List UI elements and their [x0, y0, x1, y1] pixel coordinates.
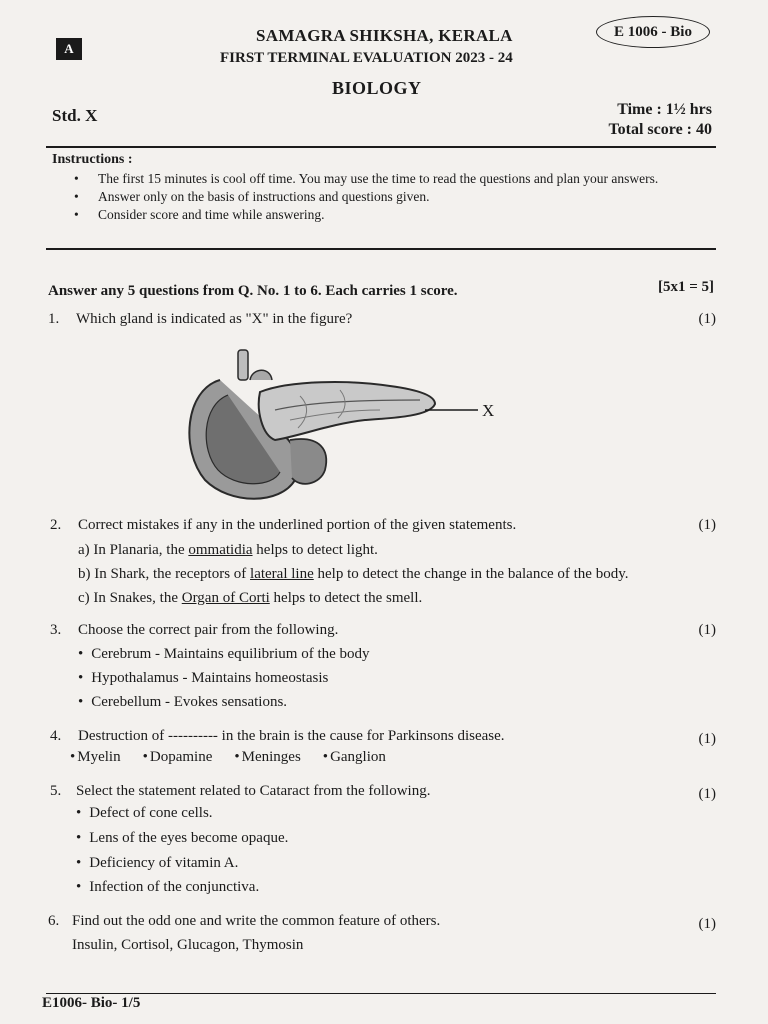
- option-item: • Cerebellum - Evokes sensations.: [78, 694, 287, 711]
- option-item: • Cerebrum - Maintains equilibrium of the body: [78, 646, 370, 663]
- section-heading: Answer any 5 questions from Q. No. 1 to 6. Each carries 1 score.: [48, 283, 458, 299]
- question-number: 6.: [48, 913, 60, 929]
- instruction-item: • The first 15 minutes is cool off time. You may use the time to read the questions and plan your answers.: [68, 170, 708, 188]
- option-item: • Infection of the conjunctiva.: [76, 879, 259, 896]
- statement-text: In Snakes, the: [93, 590, 182, 606]
- underlined-term: ommatidia: [188, 542, 253, 558]
- section-marks: [5x1 = 5]: [657, 279, 714, 295]
- question-text: Which gland is indicated as "X" in the figure?: [76, 311, 353, 327]
- statement-text: helps to detect the smell.: [269, 590, 423, 606]
- part-label: c): [78, 590, 90, 606]
- instructions-divider: [46, 248, 716, 250]
- time-label: Time : 1½ hrs: [617, 101, 712, 118]
- question-score: (1): [698, 622, 716, 638]
- option-item: • Lens of the eyes become opaque.: [76, 830, 288, 847]
- set-badge: A: [56, 38, 82, 60]
- total-score-label: Total score : 40: [608, 121, 712, 138]
- statement-text: In Planaria, the: [93, 542, 189, 558]
- underlined-term: Organ of Corti: [181, 590, 270, 606]
- question-score: (1): [698, 786, 716, 802]
- option-item: • Dopamine: [143, 749, 213, 766]
- question-score: (1): [698, 311, 716, 327]
- question-number: 2.: [50, 517, 62, 533]
- figure-label-x: X: [482, 401, 495, 420]
- instructions-list: [68, 170, 708, 224]
- question-text: Choose the correct pair from the following.: [78, 622, 339, 638]
- question-text: Find out the odd one and write the common feature of others.: [72, 913, 441, 929]
- part-label: b): [78, 566, 91, 582]
- option-item: • Hypothalamus - Maintains homeostasis: [78, 670, 328, 687]
- question-number: 5.: [50, 783, 62, 799]
- question-number: 4.: [50, 728, 62, 744]
- instruction-item: • Consider score and time while answering.: [68, 206, 708, 224]
- question-score: (1): [698, 916, 716, 932]
- exam-name: FIRST TERMINAL EVALUATION 2023 - 24: [220, 50, 513, 66]
- option-item: • Deficiency of vitamin A.: [76, 855, 238, 872]
- header-divider: [46, 146, 716, 148]
- question-score: (1): [698, 517, 716, 533]
- question-text: Correct mistakes if any in the underlined portion of the given statements.: [78, 517, 517, 533]
- footer-page-code: E1006- Bio- 1/5: [42, 995, 141, 1011]
- option-item: • Defect of cone cells.: [76, 805, 213, 822]
- underlined-term: lateral line: [250, 566, 314, 582]
- paper-code: E 1006 - Bio: [596, 16, 710, 48]
- statement-text: help to detect the change in the balance of the body.: [313, 566, 629, 582]
- statement-c: [78, 590, 422, 607]
- statement-text: helps to detect light.: [252, 542, 378, 558]
- option-item: • Myelin: [70, 749, 121, 766]
- question-text: Destruction of ---------- in the brain is the cause for Parkinsons disease.: [78, 728, 505, 744]
- option-item: • Ganglion: [323, 749, 386, 766]
- question-subtext: Insulin, Cortisol, Glucagon, Thymosin: [72, 937, 304, 953]
- option-item: • Meninges: [234, 749, 300, 766]
- question-text: Select the statement related to Cataract from the following.: [76, 783, 431, 799]
- instruction-item: • Answer only on the basis of instructions and questions given.: [68, 188, 708, 206]
- organisation-name: SAMAGRA SHIKSHA, KERALA: [256, 26, 513, 45]
- option-row: [70, 749, 386, 766]
- part-label: a): [78, 542, 90, 558]
- subject-title: BIOLOGY: [332, 78, 422, 98]
- statement-a: [78, 542, 378, 559]
- question-score: (1): [698, 731, 716, 747]
- statement-b: [78, 566, 629, 583]
- pancreas-illustration-icon: [180, 340, 510, 510]
- question-number: 1.: [48, 311, 60, 327]
- instructions-title: Instructions :: [52, 152, 133, 167]
- statement-text: In Shark, the receptors of: [94, 566, 251, 582]
- question-number: 3.: [50, 622, 62, 638]
- footer-divider: [46, 993, 716, 994]
- standard-label: Std. X: [52, 106, 98, 125]
